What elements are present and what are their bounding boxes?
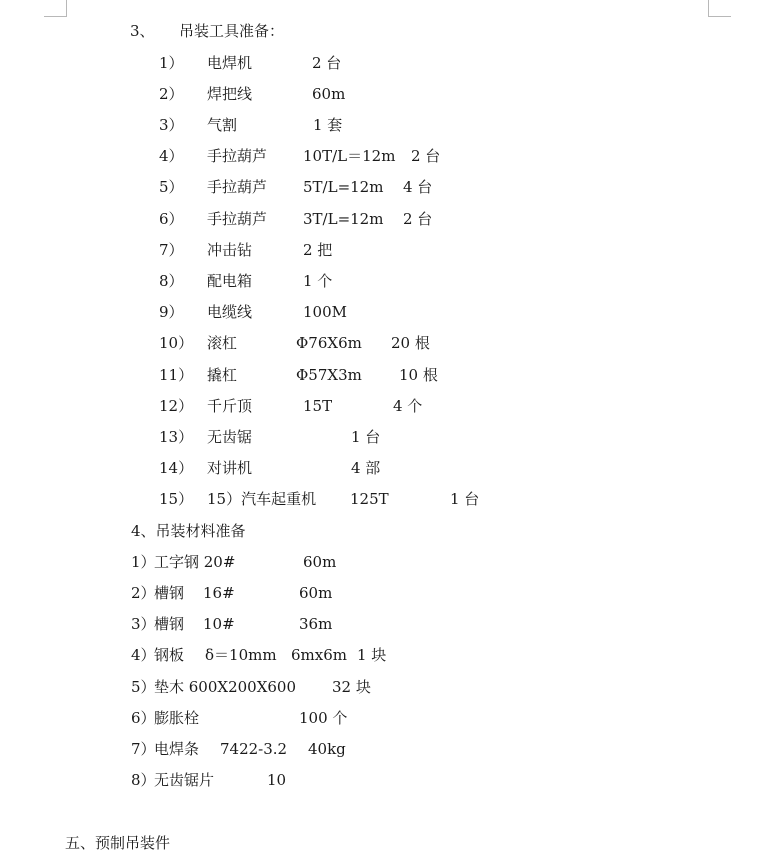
item-name: 无齿锯 xyxy=(207,428,253,446)
item-name: 配电箱 xyxy=(207,272,253,290)
item-name: 电焊条 xyxy=(154,740,200,758)
item-spec: 5T/L=12m xyxy=(303,178,384,196)
item-name: 千斤顶 xyxy=(207,397,253,415)
item-number: 2） xyxy=(131,584,156,602)
item-quantity: 60m xyxy=(312,85,346,103)
item-number: 11） xyxy=(159,366,194,384)
item-number: 6） xyxy=(159,210,184,228)
item-name: 气割 xyxy=(207,116,238,134)
item-quantity: 2 台 xyxy=(312,54,342,72)
item-number: 1） xyxy=(159,54,184,72)
item-number: 8） xyxy=(131,771,156,789)
item-number: 4） xyxy=(159,147,184,165)
item-quantity: 4 部 xyxy=(351,459,381,477)
item-number: 14） xyxy=(159,459,194,477)
item-name: 无齿锯片 xyxy=(154,771,215,789)
item-number: 13） xyxy=(159,428,194,446)
item-name: 滚杠 xyxy=(207,334,238,352)
item-spec: δ＝10mm xyxy=(205,646,277,664)
item-quantity: 100 个 xyxy=(299,709,348,727)
item-size: 6mx6m xyxy=(291,646,347,664)
item-quantity: 10 根 xyxy=(399,366,438,384)
item-quantity: 1 台 xyxy=(351,428,381,446)
item-spec: Φ57X3m xyxy=(296,366,362,384)
item-name: 15）汽车起重机 xyxy=(207,490,317,508)
item-quantity: 1 台 xyxy=(450,490,480,508)
item-spec: 10T/L＝12m xyxy=(303,147,396,165)
item-number: 7） xyxy=(131,740,156,758)
item-quantity: 1 个 xyxy=(303,272,333,290)
item-name: 电缆线 xyxy=(207,303,253,321)
item-name: 冲击钻 xyxy=(207,241,253,259)
item-quantity: 1 套 xyxy=(313,116,343,134)
item-name: 手拉葫芦 xyxy=(207,147,268,165)
item-spec: 125T xyxy=(350,490,389,508)
page-corner-mark-left xyxy=(44,0,67,17)
item-quantity: 10 xyxy=(267,771,287,789)
item-name: 焊把线 xyxy=(207,85,253,103)
item-number: 7） xyxy=(159,241,184,259)
item-quantity: 4 个 xyxy=(393,397,423,415)
item-quantity: 40kg xyxy=(308,740,346,758)
item-name: 手拉葫芦 xyxy=(207,178,268,196)
item-name: 槽钢 xyxy=(154,584,185,602)
item-spec: 10# xyxy=(203,615,235,633)
item-spec: Φ76X6m xyxy=(296,334,362,352)
item-number: 3） xyxy=(131,615,156,633)
item-number: 2） xyxy=(159,85,184,103)
item-number: 4） xyxy=(131,646,156,664)
item-number: 9） xyxy=(159,303,184,321)
item-quantity: 2 把 xyxy=(303,241,333,259)
item-name: 对讲机 xyxy=(207,459,253,477)
item-number: 8） xyxy=(159,272,184,290)
item-name: 垫木 600X200X600 xyxy=(154,678,297,696)
section-number: 3、 xyxy=(130,22,155,40)
item-number: 10） xyxy=(159,334,194,352)
item-number: 12） xyxy=(159,397,194,415)
item-quantity: 60m xyxy=(299,584,333,602)
item-number: 1） xyxy=(131,553,156,571)
chapter-heading: 五、预制吊装件 xyxy=(65,834,171,852)
item-quantity: 20 根 xyxy=(391,334,430,352)
section-heading: 4、吊装材料准备 xyxy=(131,522,246,540)
item-name: 撬杠 xyxy=(207,366,238,384)
item-number: 6） xyxy=(131,709,156,727)
item-name: 工字钢 20# xyxy=(154,553,236,571)
item-number: 3） xyxy=(159,116,184,134)
item-spec: 16# xyxy=(203,584,235,602)
item-quantity: 2 台 xyxy=(403,210,433,228)
item-quantity: 60m xyxy=(303,553,337,571)
item-name: 膨胀栓 xyxy=(154,709,200,727)
item-name: 手拉葫芦 xyxy=(207,210,268,228)
page-corner-mark-right xyxy=(708,0,731,17)
item-number: 5） xyxy=(131,678,156,696)
item-spec: 15T xyxy=(303,397,333,415)
item-quantity: 4 台 xyxy=(403,178,433,196)
item-spec: 7422-3.2 xyxy=(220,740,288,758)
item-quantity: 100M xyxy=(303,303,347,321)
item-quantity: 1 块 xyxy=(357,646,387,664)
item-spec: 3T/L=12m xyxy=(303,210,384,228)
item-quantity: 36m xyxy=(299,615,333,633)
section-title: 吊装工具准备： xyxy=(179,22,285,40)
item-quantity: 2 台 xyxy=(411,147,441,165)
item-name: 电焊机 xyxy=(207,54,253,72)
item-name: 钢板 xyxy=(154,646,185,664)
item-number: 5） xyxy=(159,178,184,196)
item-name: 槽钢 xyxy=(154,615,185,633)
item-number: 15） xyxy=(159,490,194,508)
item-quantity: 32 块 xyxy=(332,678,371,696)
